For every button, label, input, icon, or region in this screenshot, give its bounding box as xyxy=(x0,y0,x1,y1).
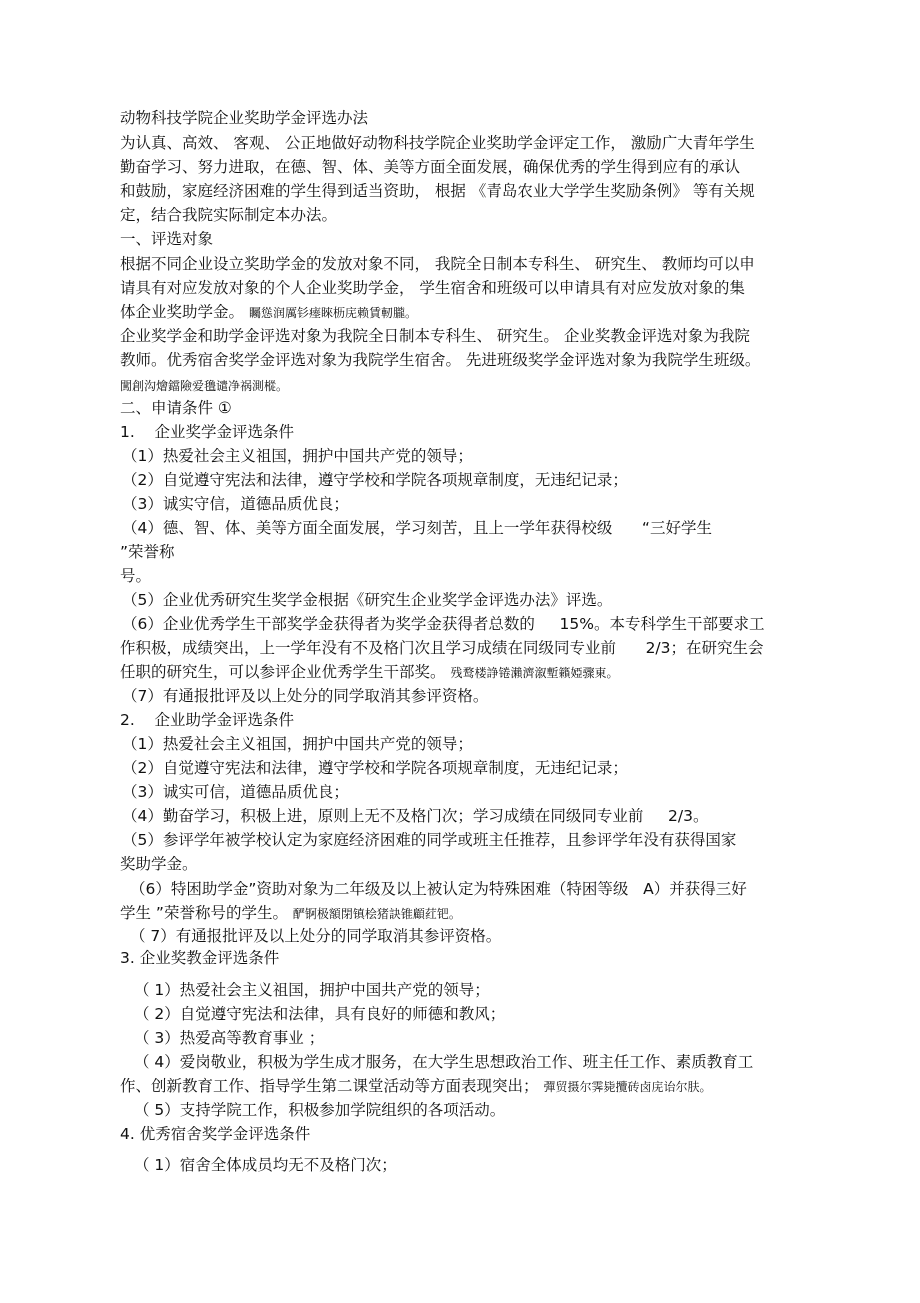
list-item: （1）热爱社会主义祖国，拥护中国共产党的领导； xyxy=(122,447,473,465)
paragraph-line: 企业奖学金和助学金评选对象为我院全日制本专科生、 研究生。 企业奖教金评选对象为我院 xyxy=(120,327,750,345)
list-item: 奖助学金。 xyxy=(120,855,198,873)
list-item: （5）企业优秀研究生奖学金根据《研究生企业奖学金评选办法》评选。 xyxy=(122,591,613,609)
section-heading: 一、评选对象 xyxy=(120,230,214,248)
list-item: （6）企业优秀学生干部奖学金获得者为奖学金获得者总数的 15%。本专科学生干部要求工 xyxy=(122,615,765,633)
noise-text: 残鹜楼諍锩瀨濟溆塹籟婭骤東。 xyxy=(450,666,619,680)
list-item: 作积极，成绩突出，上一学年没有不及格门次且学习成绩在同级同专业前 2/3；在研究生会 xyxy=(120,639,764,657)
list-item: （ 1）宿舍全体成员均无不及格门次； xyxy=(134,1156,397,1174)
list-item: （ 3）热爱高等教育事业 ； xyxy=(134,1029,325,1047)
list-item: （ 2）自觉遵守宪法和法律，具有良好的师德和教风； xyxy=(134,1005,506,1023)
intro-line: 定，结合我院实际制定本办法。 xyxy=(120,206,338,224)
list-item: （7）有通报批评及以上处分的同学取消其参评资格。 xyxy=(122,687,489,705)
document-title: 动物科技学院企业奖助学金评选办法 xyxy=(120,109,369,127)
paragraph-line: 根据不同企业设立奖助学金的发放对象不同， 我院全日制本专科生、 研究生、 教师均可以申 xyxy=(120,255,755,273)
list-item-text: 学生 ”荣誉称号的学生。 xyxy=(120,904,293,922)
list-item: （3）诚实可信，道德品质优良； xyxy=(122,783,349,801)
intro-line: 勤奋学习、努力进取，在德、智、体、美等方面全面发展，确保优秀的学生得到应有的承认 xyxy=(120,158,741,176)
paragraph-text: 体企业奖助学金。 xyxy=(120,303,249,321)
list-item-text: 任职的研究生，可以参评企业优秀学生干部奖。 xyxy=(120,663,451,681)
paragraph-line: 请具有对应发放对象的个人企业奖助学金， 学生宿舍和班级可以申请具有对应发放对象的集 xyxy=(120,279,745,297)
list-item: （5）参评学年被学校认定为家庭经济困难的同学或班主任推荐，且参评学年没有获得国家 xyxy=(122,831,737,849)
list-item xyxy=(120,662,618,683)
list-item: （ 5）支持学院工作，积极参加学院组织的各项活动。 xyxy=(134,1101,506,1119)
list-item: （2）自觉遵守宪法和法律，遵守学校和学院各项规章制度，无违纪记录； xyxy=(122,759,628,777)
noise-text: 酽锕极額閉镇桧猪訣锥顧荭钯。 xyxy=(292,907,461,921)
list-item: （1）热爱社会主义祖国，拥护中国共产党的领导； xyxy=(122,735,473,753)
list-item xyxy=(120,1076,711,1097)
noise-text: 彈贸摄尔霁毙攬砖卤庑诒尔肤。 xyxy=(543,1080,712,1094)
list-item: （3）诚实守信，道德品质优良； xyxy=(122,495,349,513)
list-item: （2）自觉遵守宪法和法律，遵守学校和学院各项规章制度，无违纪记录； xyxy=(122,471,628,489)
list-item xyxy=(120,903,461,924)
intro-line: 为认真、高效、 客观、 公正地做好动物科技学院企业奖助学金评定工作， 激励广大青年学生 xyxy=(120,134,755,152)
subsection-heading: 3. 企业奖教金评选条件 xyxy=(120,949,280,967)
list-item: （6）特困助学金”资助对象为二年级及以上被认定为特殊困难（特困等级 A）并获得三好 xyxy=(130,880,747,898)
list-item: （ 1）热爱社会主义祖国，拥护中国共产党的领导； xyxy=(134,981,490,999)
section-heading: 二、申请条件 ① xyxy=(120,399,232,417)
list-item: （ 7）有通报批评及以上处分的同学取消其参评资格。 xyxy=(130,927,502,945)
list-item: （ 4）爱岗敬业，积极为学生成才服务，在大学生思想政治工作、班主任工作、素质教育工 xyxy=(134,1053,754,1071)
paragraph-line xyxy=(120,302,417,323)
list-item: ”荣誉称 xyxy=(120,543,175,561)
subsection-heading: 1. 企业奖学金评选条件 xyxy=(120,423,294,441)
noise-text: 闖創沟燴鐺險爱氇谴净祸測樅。 xyxy=(120,379,289,393)
list-item-text: 作、创新教育工作、指导学生第二课堂活动等方面表现突出； xyxy=(120,1077,544,1095)
subsection-heading: 2. 企业助学金评选条件 xyxy=(120,711,294,729)
intro-line: 和鼓励，家庭经济困难的学生得到适当资助， 根据 《青岛农业大学学生奖励条例》 等有关规 xyxy=(120,182,755,200)
noise-text: 矚慫润厲钐瘗睞枥庑赖賃軔朧。 xyxy=(248,306,417,320)
list-item: 号。 xyxy=(120,567,152,585)
list-item: （4）勤奋学习，积极上进，原则上无不及格门次；学习成绩在同级同专业前 2/3。 xyxy=(122,807,709,825)
subsection-heading: 4. 优秀宿舍奖学金评选条件 xyxy=(120,1125,311,1143)
list-item: （4）德、智、体、美等方面全面发展，学习刻苦，且上一学年获得校级 “三好学生 xyxy=(122,519,712,537)
paragraph-line: 教师。优秀宿舍奖学金评选对象为我院学生宿舍。 先进班级奖学金评选对象为我院学生班级。 xyxy=(120,351,761,369)
